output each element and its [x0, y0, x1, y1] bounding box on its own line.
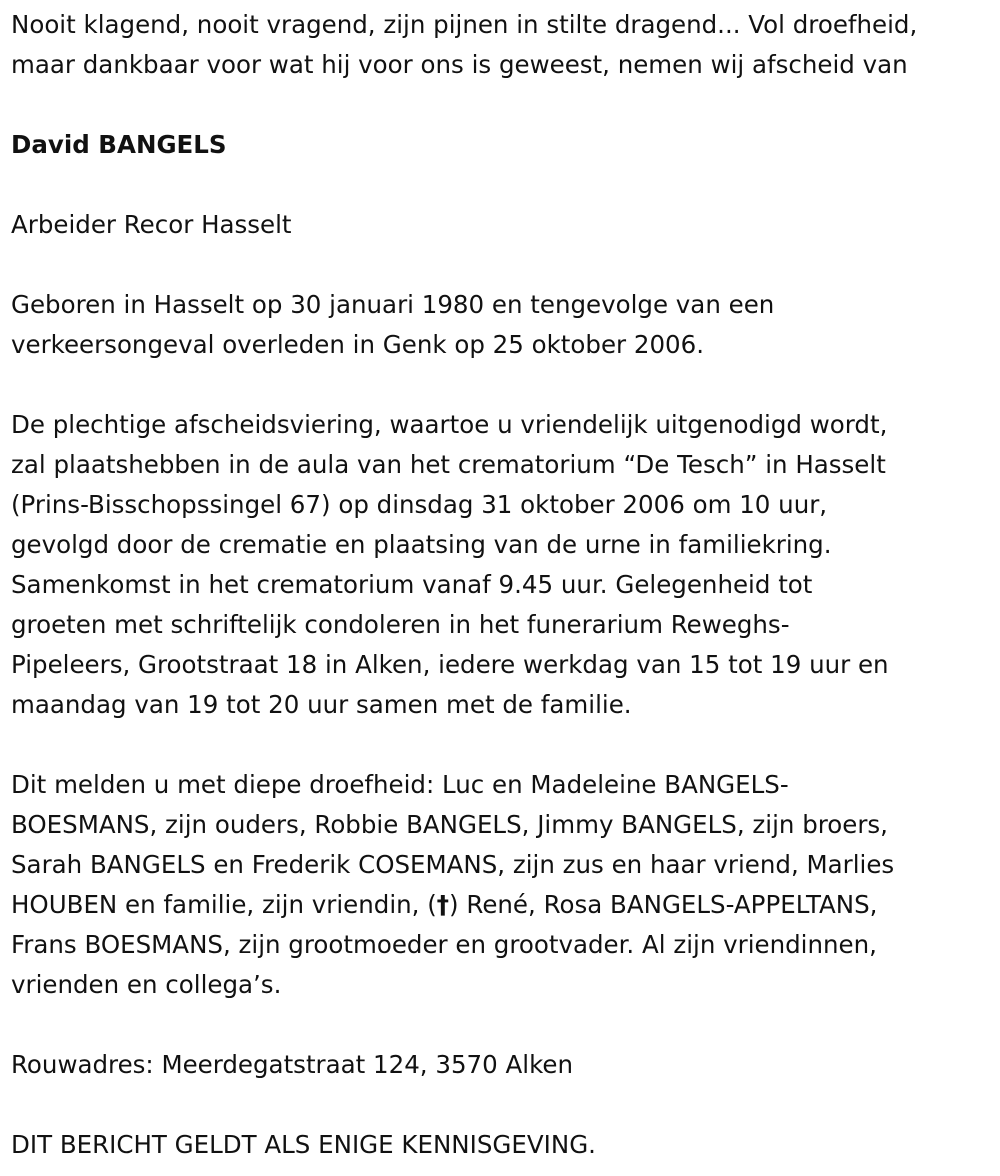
- ceremony-line: Samenkomst in het crematorium vanaf 9.45 uur. Gelegenheid tot: [11, 570, 813, 599]
- address-paragraph: [11, 1045, 996, 1085]
- mourning-address: Rouwadres: Meerdegatstraat 124, 3570 Alken: [11, 1050, 574, 1079]
- ceremony-line: maandag van 19 tot 20 uur samen met de familie.: [11, 690, 632, 719]
- ceremony-paragraph: [11, 405, 996, 725]
- family-line: [11, 885, 996, 925]
- family-paragraph: [11, 765, 996, 1005]
- birth-death-line: verkeersongeval overleden in Genk op 25 oktober 2006.: [11, 330, 705, 359]
- deceased-occupation: Arbeider Recor Hasselt: [11, 210, 292, 239]
- birth-death-line: Geboren in Hasselt op 30 januari 1980 en tengevolge van een: [11, 290, 775, 319]
- deceased-name: David BANGELS: [11, 130, 227, 159]
- family-line-text: HOUBEN en familie, zijn vriendin, (: [11, 890, 437, 919]
- family-line: Dit melden u met diepe droefheid: Luc en Madeleine BANGELS-: [11, 770, 789, 799]
- birth-death-paragraph: [11, 285, 996, 365]
- family-line-text: ) René, Rosa BANGELS-APPELTANS,: [449, 890, 878, 919]
- intro-line: Nooit klagend, nooit vragend, zijn pijnen in stilte dragend... Vol droefheid,: [11, 10, 918, 39]
- death-notice-document: [11, 5, 996, 1165]
- notice-paragraph: [11, 1125, 996, 1165]
- family-line: vrienden en collega’s.: [11, 970, 282, 999]
- cross-icon: †: [436, 890, 450, 919]
- ceremony-line: (Prins-Bisschopssingel 67) op dinsdag 31 oktober 2006 om 10 uur,: [11, 490, 828, 519]
- intro-line: maar dankbaar voor wat hij voor ons is geweest, nemen wij afscheid van: [11, 50, 908, 79]
- family-line: Sarah BANGELS en Frederik COSEMANS, zijn zus en haar vriend, Marlies: [11, 850, 895, 879]
- family-line: BOESMANS, zijn ouders, Robbie BANGELS, Jimmy BANGELS, zijn broers,: [11, 810, 888, 839]
- ceremony-line: De plechtige afscheidsviering, waartoe u vriendelijk uitgenodigd wordt,: [11, 410, 888, 439]
- deceased-name-paragraph: [11, 125, 996, 165]
- occupation-paragraph: [11, 205, 996, 245]
- ceremony-line: groeten met schriftelijk condoleren in het funerarium Reweghs-: [11, 610, 790, 639]
- ceremony-line: gevolgd door de crematie en plaatsing van de urne in familiekring.: [11, 530, 832, 559]
- family-line: Frans BOESMANS, zijn grootmoeder en grootvader. Al zijn vriendinnen,: [11, 930, 877, 959]
- ceremony-line: Pipeleers, Grootstraat 18 in Alken, iedere werkdag van 15 tot 19 uur en: [11, 650, 889, 679]
- official-notice: DIT BERICHT GELDT ALS ENIGE KENNISGEVING.: [11, 1130, 596, 1159]
- ceremony-line: zal plaatshebben in de aula van het crematorium “De Tesch” in Hasselt: [11, 450, 886, 479]
- intro-paragraph: [11, 5, 996, 85]
